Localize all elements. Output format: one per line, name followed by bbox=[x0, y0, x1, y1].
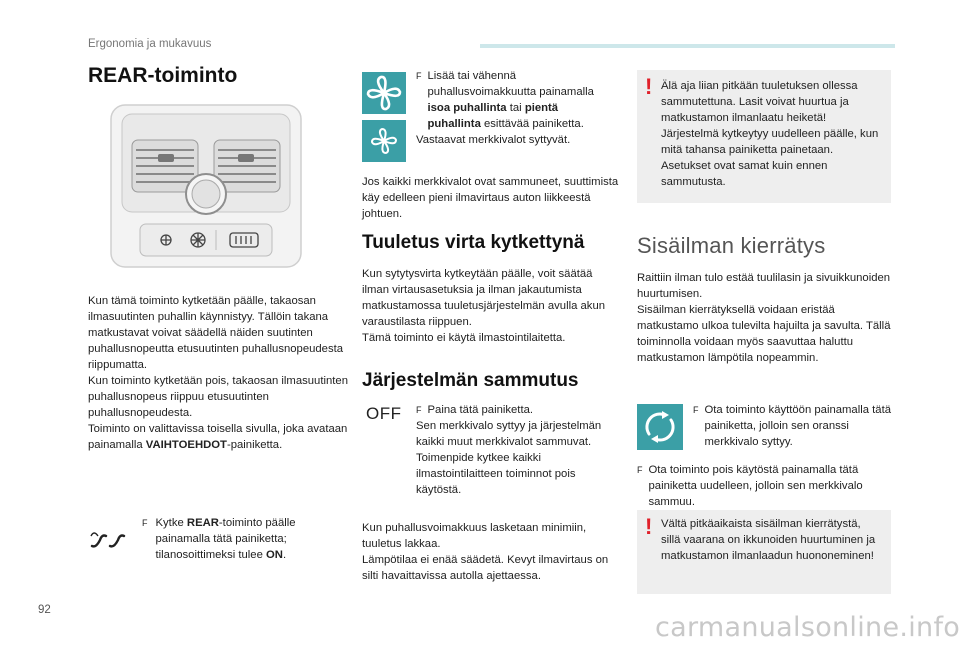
rear-para-3: Toiminto on valittavissa toisella sivulla, joka avataan painamalla VAIHTOEHDOT-painiketta. bbox=[88, 423, 348, 451]
bullet-marker: F bbox=[142, 518, 148, 528]
rear-button-icon bbox=[88, 526, 130, 554]
warning-icon: ! bbox=[645, 74, 653, 99]
recirc-step-on: F Ota toiminto käyttöön painamalla tätä painiketta, jolloin sen oranssi merkkivalo syttyy. bbox=[693, 404, 892, 448]
fan-small-button-icon bbox=[362, 120, 406, 162]
rear-vent-illustration bbox=[108, 102, 304, 270]
header-bar bbox=[480, 44, 895, 48]
power-title: Tuuletus virta kytkettynä bbox=[362, 232, 585, 253]
fan-note: Jos kaikki merkkivalot ovat sammuneet, suuttimista käy edelleen pieni ilmavirtaus auton liikkeestä johtuen. bbox=[362, 176, 619, 220]
rear-step: F Kytke REAR-toiminto päälle painamalla tätä painiketta; tilanosoittimeksi tulee ON. bbox=[142, 517, 296, 561]
min-fan-text: Kun puhallusvoimakkuus lasketaan minimiin, tuuletus lakkaa. Lämpötilaa ei enää säädetä. Kevyt ilmavirtaus on silti havaittavissa autolla ajettaessa. bbox=[362, 522, 609, 582]
fan-result: Vastaavat merkkivalot syttyvät. bbox=[416, 134, 571, 146]
warning-icon: ! bbox=[645, 514, 653, 539]
off-title: Järjestelmän sammutus bbox=[362, 370, 579, 391]
rear-title: REAR-toiminto bbox=[88, 64, 238, 87]
off-step: F Paina tätä painiketta. Sen merkkivalo syttyy ja järjestelmän kaikki muut merkkivalot sammuvat. Toimenpide kytkee kaikki ilmastointilaitteen toiminnot pois käytöstä. bbox=[416, 404, 602, 496]
recirc-title: Sisäilman kierrätys bbox=[637, 233, 826, 258]
fan-step: F Lisää tai vähennä puhallusvoimakkuutta painamalla isoa puhallinta tai pientä puhallinta esittävää painiketta. Vastaavat merkkivalot syttyvät. bbox=[416, 68, 606, 148]
fan-large-button-icon bbox=[362, 72, 406, 114]
bullet-marker: F bbox=[416, 71, 422, 81]
section-header: Ergonomia ja mukavuus bbox=[88, 38, 212, 50]
off-button-icon: OFF bbox=[366, 404, 402, 423]
recirc-text: Raittiin ilman tulo estää tuulilasin ja sivuikkunoiden huurtumisen. Sisäilman kierrätyksellä voidaan eristää matkustamo ulkoa tulevilta hajuilta ja savulta. Tällä toiminnolla voidaan myös saavuttaa haluttu matkustamon lämpötila nopeammin. bbox=[637, 272, 891, 364]
bullet-marker: F bbox=[416, 405, 422, 415]
recirc-step-off: F Ota toiminto pois käytöstä painamalla tätä painiketta uudelleen, jolloin sen merkkivalo sammuu. bbox=[637, 464, 863, 508]
warning-box-recirculation bbox=[637, 510, 891, 594]
watermark: carmanualsonline.info bbox=[655, 612, 960, 643]
page-number: 92 bbox=[38, 604, 51, 616]
bullet-marker: F bbox=[693, 405, 699, 415]
bullet-marker: F bbox=[637, 465, 643, 475]
warning-text-recirculation: Vältä pitkäaikaista sisäilman kierrätystä, sillä vaarana on ikkunoiden huurtuminen ja matkustamon ilmanlaadun huononeminen! bbox=[661, 518, 876, 562]
rear-para-2: Kun toiminto kytketään pois, takaosan ilmasuutinten puhallusnopeus riippuu etusuutinten puhallusnopeudesta. bbox=[88, 375, 348, 419]
rear-description bbox=[88, 293, 348, 453]
power-text: Kun sytytysvirta kytkeytään päälle, voit säätää ilman virtausasetuksia ja ilman jakautumista matkustamossa tuuletusjärjestelmän avulla akun varaustilasta riippuen. Tämä toiminto ei käytä ilmastointilaitetta. bbox=[362, 268, 606, 344]
rear-para-1: Kun tämä toiminto kytketään päälle, takaosan ilmasuutinten puhallin käynnistyy. Tällöin takana matkustavat voivat säädellä näiden suutinten puhallusnopeutta etusuutinten puhallusnopeudesta riippumatta. bbox=[88, 295, 344, 371]
warning-text-ventilation: Älä aja liian pitkään tuuletuksen ollessa sammutettuna. Lasit voivat huurtua ja matkustamon ilmanlaatu heiketä! Järjestelmä kytkeytyy uudelleen päälle, kun mitä tahansa painiketta painetaan. Asetukset ovat samat kuin ennen sammutusta. bbox=[661, 80, 879, 188]
warning-box-ventilation bbox=[637, 70, 891, 203]
recirculation-button-icon bbox=[637, 404, 683, 450]
